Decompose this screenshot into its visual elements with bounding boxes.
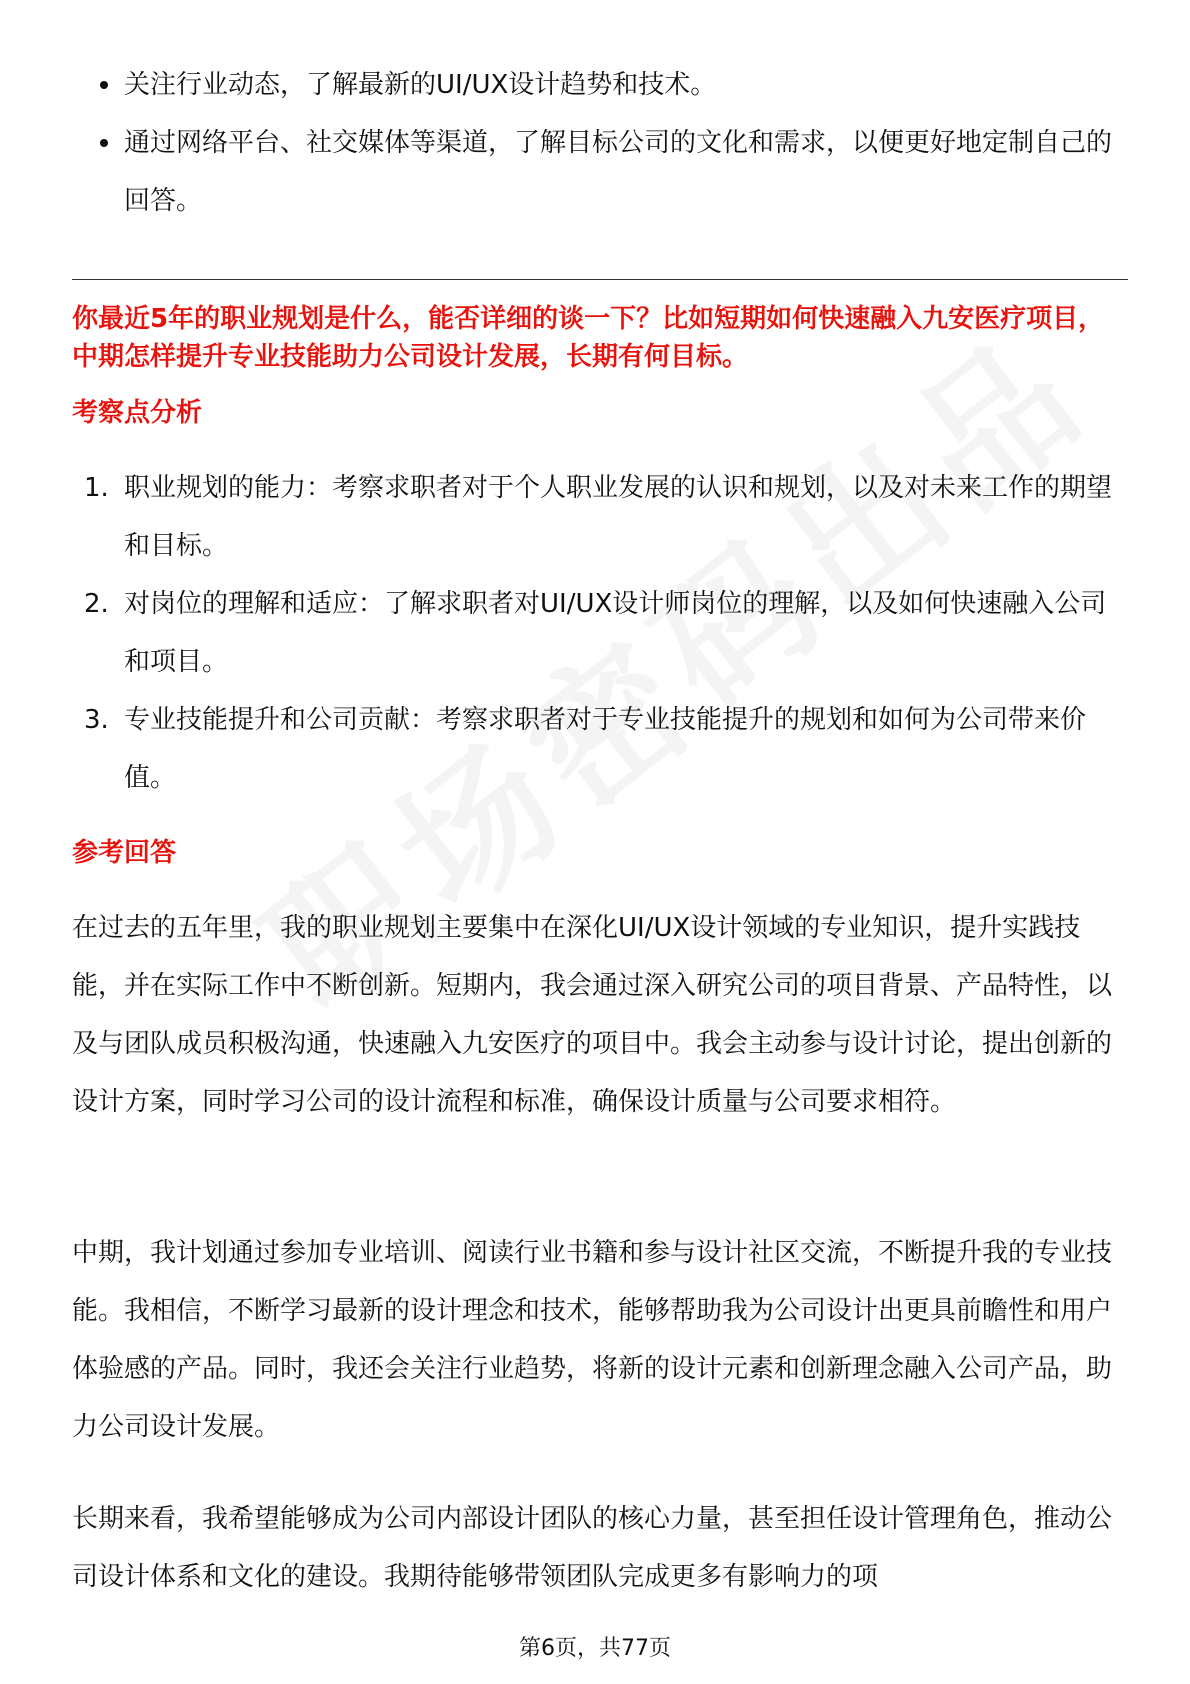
answer-paragraph: 中期，我计划通过参加专业培训、阅读行业书籍和参与设计社区交流，不断提升我的专业技能。我相信，不断学习最新的设计理念和技术，能够帮助我为公司设计出更具前瞻性和用户体验感的产品。同时，我还会关注行业趋势，将新的设计元素和创新理念融入公司产品，助力公司设计发展。 xyxy=(72,1238,1113,1442)
page-number-footer: 第6页，共77页 xyxy=(519,1636,671,1661)
point-text: 对岗位的理解和适应：了解求职者对UI/UX设计师岗位的理解，以及如何快速融入公司和项目。 xyxy=(124,589,1107,677)
analysis-point xyxy=(72,691,1128,807)
bullet-text: 通过网络平台、社交媒体等渠道，了解目标公司的文化和需求，以便更好地定制自己的回答。 xyxy=(124,128,1113,216)
point-number: 3. xyxy=(84,705,109,735)
answer-heading: 参考回答 xyxy=(72,838,177,868)
analysis-point-list xyxy=(72,459,1128,807)
bullet-item xyxy=(72,114,1128,230)
analysis-point xyxy=(72,575,1128,691)
bullet-item xyxy=(72,56,1128,114)
bullet-dot-icon xyxy=(100,81,108,89)
bullet-text: 关注行业动态，了解最新的UI/UX设计趋势和技术。 xyxy=(124,70,717,100)
analysis-heading: 考察点分析 xyxy=(72,398,203,428)
point-text: 职业规划的能力：考察求职者对于个人职业发展的认识和规划，以及对未来工作的期望和目标。 xyxy=(124,473,1113,561)
bullet-dot-icon xyxy=(100,139,108,147)
point-number: 1. xyxy=(84,473,109,503)
interview-question: 你最近5年的职业规划是什么，能否详细的谈一下？比如短期如何快速融入九安医疗项目，中期怎样提升专业技能助力公司设计发展，长期有何目标。 xyxy=(72,304,1105,372)
analysis-point xyxy=(72,459,1128,575)
point-number: 2. xyxy=(84,589,109,619)
point-text: 专业技能提升和公司贡献：考察求职者对于专业技能提升的规划和如何为公司带来价值。 xyxy=(124,705,1087,793)
tips-bullet-list xyxy=(72,56,1128,230)
document-page xyxy=(72,0,1128,1684)
answer-paragraph: 长期来看，我希望能够成为公司内部设计团队的核心力量，甚至担任设计管理角色，推动公司设计体系和文化的建设。我期待能够带领团队完成更多有影响力的项 xyxy=(72,1504,1113,1592)
answer-paragraph: 在过去的五年里，我的职业规划主要集中在深化UI/UX设计领域的专业知识，提升实践技能，并在实际工作中不断创新。短期内，我会通过深入研究公司的项目背景、产品特性，以及与团队成员积极沟通，快速融入九安医疗的项目中。我会主动参与设计讨论，提出创新的设计方案，同时学习公司的设计流程和标准，确保设计质量与公司要求相符。 xyxy=(72,913,1113,1117)
section-divider xyxy=(72,279,1128,280)
